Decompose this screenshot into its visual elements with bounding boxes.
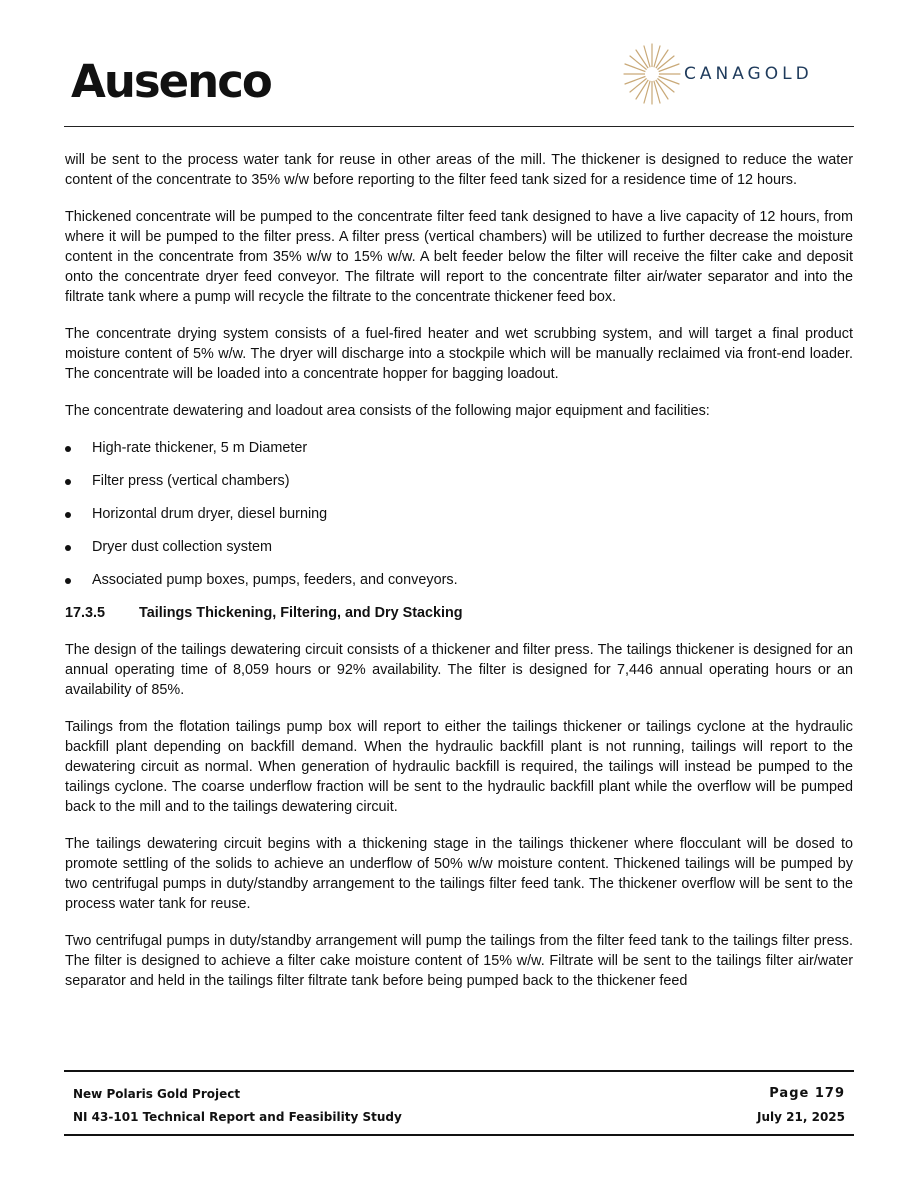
list-item [65,471,853,491]
ausenco-logo [71,52,271,112]
bullet-icon [65,545,71,551]
paragraph: The tailings dewatering circuit begins with a thickening stage in the tailings thickener where flocculant will be dosed to promote settling of the solids to achieve an underflow of 50% w/w moisture content. Thickened tailings will be pumped by two centrifugal pumps in duty/standby arrangement to the tailings filter feed tank. The thickener overflow will be sent to the process water tank for reuse. [65,836,853,912]
page-body [65,150,853,1008]
bullet-icon [65,479,71,485]
list-item-text: Dryer dust collection system [92,539,272,555]
footer-divider-bottom [64,1134,854,1136]
paragraph: The concentrate drying system consists of a fuel-fired heater and wet scrubbing system, and will target a final product moisture content of 5% w/w. The dryer will discharge into a stockpile which will be manually reclaimed via front-end loader. The concentrate will be loaded into a concentrate hopper for bagging loadout. [65,326,853,382]
paragraph: The design of the tailings dewatering circuit consists of a thickener and filter press. The tailings thickener is designed for an annual operating time of 8,059 hours or 92% availability. The filter is designed for 7,446 annual operating hours or an availability of 85%. [65,642,853,698]
sunburst-icon [622,42,682,106]
list-item-text: Associated pump boxes, pumps, feeders, and conveyors. [92,572,458,588]
page-footer [73,1082,845,1130]
report-title: NI 43-101 Technical Report and Feasibility Study [73,1110,402,1124]
project-name: New Polaris Gold Project [73,1087,241,1101]
paragraph: will be sent to the process water tank for reuse in other areas of the mill. The thickener is designed to reduce the water content of the concentrate to 35% w/w before reporting to the filter feed tank sized for a residence time of 12 hours. [65,152,853,188]
section-title: Tailings Thickening, Filtering, and Dry Stacking [139,605,463,621]
bullet-icon [65,512,71,518]
header-divider [64,126,854,127]
page-header [64,30,854,126]
list-item [65,438,853,458]
footer-divider-top [64,1070,854,1072]
section-number: 17.3.5 [65,605,106,621]
report-date: July 21, 2025 [757,1110,845,1124]
equipment-list [65,438,853,590]
list-item [65,570,853,590]
bullet-icon [65,446,71,452]
bullet-icon [65,578,71,584]
list-item-text: Filter press (vertical chambers) [92,473,290,489]
paragraph: Two centrifugal pumps in duty/standby arrangement will pump the tailings from the filter feed tank to the tailings filter press. The filter is designed to achieve a filter cake moisture content of 15% w/w. Filtrate will be sent to the tailings filter air/water separator and held in the tailings filter filtrate tank before being pumped back to the thickener feed [65,933,853,989]
canagold-logo [622,42,842,106]
canagold-logo-text: CANAGOLD [684,64,813,84]
list-item [65,537,853,557]
page-number: Page 179 [769,1086,845,1101]
ausenco-logo-text: Ausenco [71,55,271,108]
section-heading [65,603,853,623]
list-item [65,504,853,524]
paragraph: Tailings from the flotation tailings pump box will report to either the tailings thickener or tailings cyclone at the hydraulic backfill plant depending on backfill demand. When the hydraulic backfill plant is not running, tailings will report to the dewatering circuit as normal. When generation of hydraulic backfill is required, the tailings will instead be pumped to the tailings cyclone. The coarse underflow fraction will be sent to the hydraulic backfill plant while the overflow will be pumped back to the mill and to the tailings dewatering circuit. [65,719,853,815]
list-item-text: Horizontal drum dryer, diesel burning [92,506,328,522]
paragraph: The concentrate dewatering and loadout area consists of the following major equipment and facilities: [65,403,710,419]
list-item-text: High-rate thickener, 5 m Diameter [92,440,308,456]
paragraph: Thickened concentrate will be pumped to the concentrate filter feed tank designed to have a live capacity of 12 hours, from where it will be pumped to the filter press. A filter press (vertical chambers) will be utilized to further decrease the moisture content in the concentrate from 35% w/w to 15% w/w. A belt feeder below the filter will receive the filter cake and deposit onto the concentrate dryer feed conveyor. The filtrate will report to the concentrate filter air/water separator and into the filtrate tank where a pump will recycle the filtrate to the concentrate thickener feed box. [65,209,853,305]
